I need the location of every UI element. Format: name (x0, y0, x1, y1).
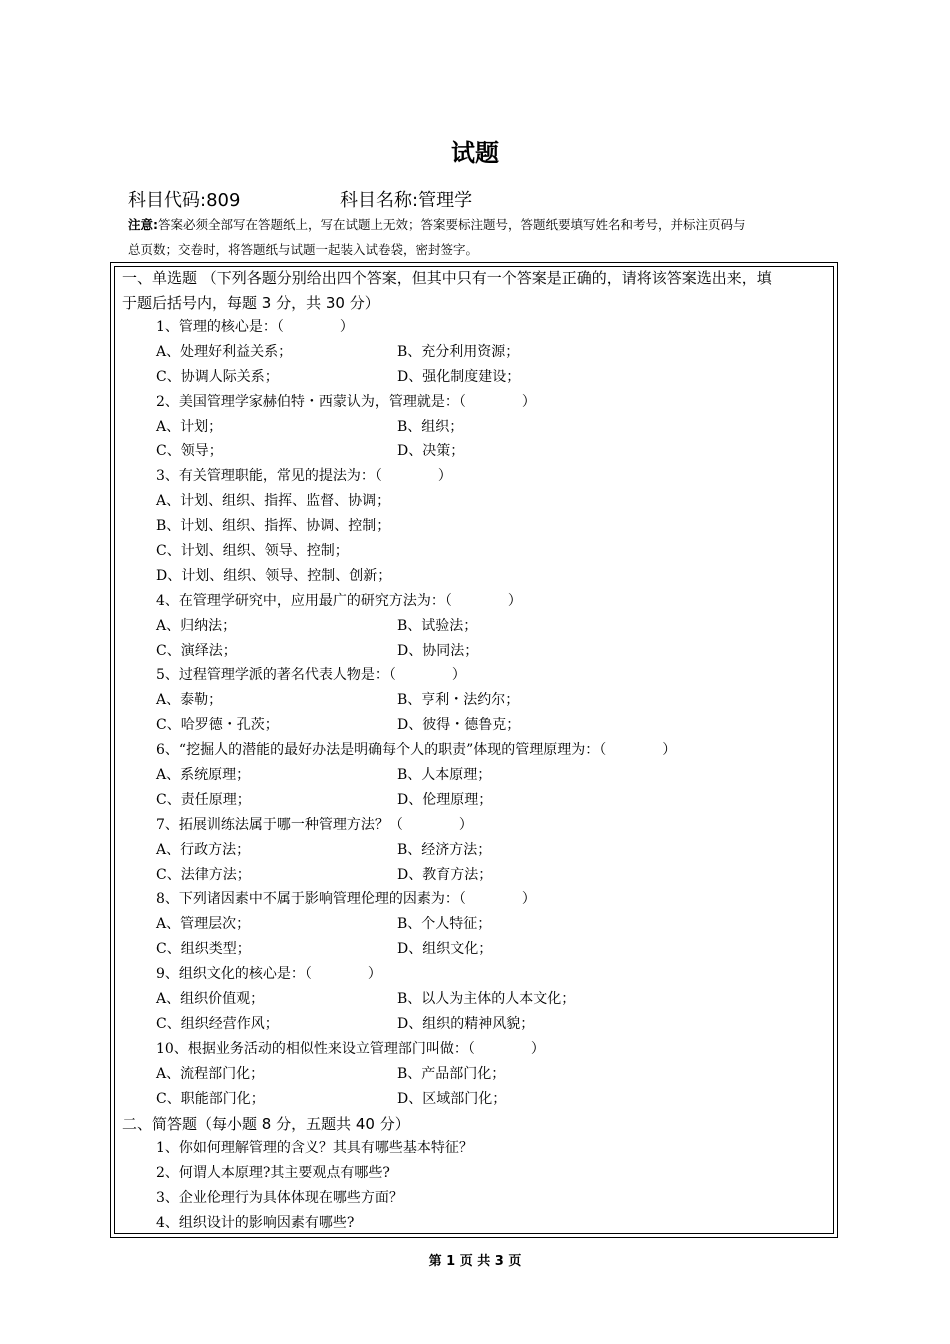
question-stem: 9、组织文化的核心是：（ ） (156, 966, 382, 983)
question-stem: 5、过程管理学派的著名代表人物是：（ ） (156, 667, 466, 684)
option-row (122, 912, 834, 937)
option-row (122, 937, 834, 962)
option: D、伦理原理； (397, 791, 493, 808)
option: B、组织； (397, 418, 464, 435)
notice-label: 注意: (128, 217, 158, 232)
question-stem: 4、在管理学研究中，应用最广的研究方法为：（ ） (156, 592, 522, 609)
option: A、组织价值观； (156, 991, 265, 1008)
section1-heading-line2: 于题后括号内，每题 3 分，共 30 分） (122, 293, 380, 312)
option-row (122, 863, 834, 888)
option: D、组织的精神风貌； (397, 1015, 535, 1032)
section1-heading (122, 266, 834, 315)
option: A、归纳法； (156, 617, 237, 634)
section1-heading-line1: 一、单选题 （下列各题分别给出四个答案，但其中只有一个答案是正确的，请将该答案选出来，填 (122, 269, 772, 287)
page-number: 第 1 页 共 3 页 (428, 1254, 522, 1269)
option: B、计划、组织、指挥、协调、控制； (156, 518, 391, 535)
option: D、决策； (397, 443, 465, 460)
option-row (122, 688, 834, 713)
option-row (122, 365, 834, 390)
option-row (122, 987, 834, 1012)
option: B、个人特征； (397, 916, 492, 933)
short-answer-question: 4、组织设计的影响因素有哪些? (156, 1215, 355, 1232)
subject-line (128, 186, 473, 212)
option-row (122, 415, 834, 440)
option-row (122, 788, 834, 813)
option: D、计划、组织、领导、控制、创新； (156, 567, 392, 584)
option: A、行政方法； (156, 841, 251, 858)
question-stem: 3、有关管理职能，常见的提法为：（ ） (156, 468, 452, 485)
short-answer-question: 2、何谓人本原理?其主要观点有哪些? (156, 1165, 390, 1182)
option: D、彼得・德鲁克； (397, 717, 521, 734)
option-row (122, 340, 834, 365)
notice-text-1: 答案必须全部写在答题纸上，写在试题上无效；答案要标注题号，答题纸要填写姓名和考号，并标注页码与 (158, 217, 746, 232)
option: A、系统原理； (156, 767, 251, 784)
option: A、处理好利益关系； (156, 343, 293, 360)
notice-text-2: 总页数；交卷时，将答题纸与试题一起装入试卷袋，密封签字。 (128, 242, 479, 257)
option-row (122, 1087, 834, 1112)
option: C、法律方法； (156, 866, 251, 883)
option: B、充分利用资源； (397, 343, 520, 360)
option: D、协同法； (397, 642, 479, 659)
option: C、协调人际关系； (156, 368, 279, 385)
page-title: 试题 (451, 139, 499, 167)
option-row (122, 639, 834, 664)
question-stem: 10、根据业务活动的相似性来设立管理部门叫做：（ ） (156, 1040, 545, 1057)
short-answer-question: 1、你如何理解管理的含义？其具有哪些基本特征？ (156, 1140, 473, 1157)
option: B、亨利・法约尔； (397, 692, 520, 709)
subject-code: 科目代码:809 (128, 190, 241, 211)
option: D、教育方法； (397, 866, 493, 883)
option: D、区域部门化； (397, 1090, 507, 1107)
option: B、经济方法； (397, 841, 492, 858)
question-stem: 1、管理的核心是：（ ） (156, 319, 354, 335)
option: A、计划、组织、指挥、监督、协调； (156, 493, 391, 510)
exam-notice (128, 212, 828, 262)
option: B、试验法； (397, 617, 478, 634)
section2-heading: 二、简答题（每小题 8 分，五题共 40 分） (122, 1114, 410, 1133)
option: C、领导； (156, 443, 223, 460)
option: C、组织类型； (156, 941, 251, 958)
option: C、职能部门化； (156, 1090, 265, 1107)
option: A、计划； (156, 418, 223, 435)
option: A、管理层次； (156, 916, 251, 933)
option-row (122, 614, 834, 639)
option: B、人本原理； (397, 767, 492, 784)
option-row (122, 713, 834, 738)
option: D、强化制度建设； (397, 368, 521, 385)
question-stem: 7、拓展训练法属于哪一种管理方法？（ ） (156, 816, 473, 833)
question-stem: 6、“挖掘人的潜能的最好办法是明确每个人的职责”体现的管理原理为：（ ） (156, 742, 677, 759)
option: C、组织经营作风； (156, 1015, 279, 1032)
option: D、组织文化； (397, 941, 493, 958)
option: C、哈罗德・孔茨； (156, 717, 279, 734)
option-row (122, 763, 834, 788)
option-row (122, 1012, 834, 1037)
option: C、计划、组织、领导、控制； (156, 543, 349, 560)
option-row (122, 1062, 834, 1087)
option: C、演绎法； (156, 642, 237, 659)
subject-name: 科目名称:管理学 (340, 190, 473, 211)
short-answer-question: 3、企业伦理行为具体体现在哪些方面？ (156, 1190, 403, 1207)
option: B、以人为主体的人本文化； (397, 991, 576, 1008)
option: A、流程部门化； (156, 1065, 265, 1082)
option: B、产品部门化； (397, 1065, 506, 1082)
option-row (122, 439, 834, 464)
question-stem: 2、美国管理学家赫伯特・西蒙认为，管理就是：（ ） (156, 393, 536, 410)
question-content (122, 266, 834, 1236)
question-stem: 8、下列诸因素中不属于影响管理伦理的因素为：（ ） (156, 891, 536, 908)
option-row (122, 838, 834, 863)
option: A、泰勒； (156, 692, 223, 709)
option: C、责任原理； (156, 791, 251, 808)
